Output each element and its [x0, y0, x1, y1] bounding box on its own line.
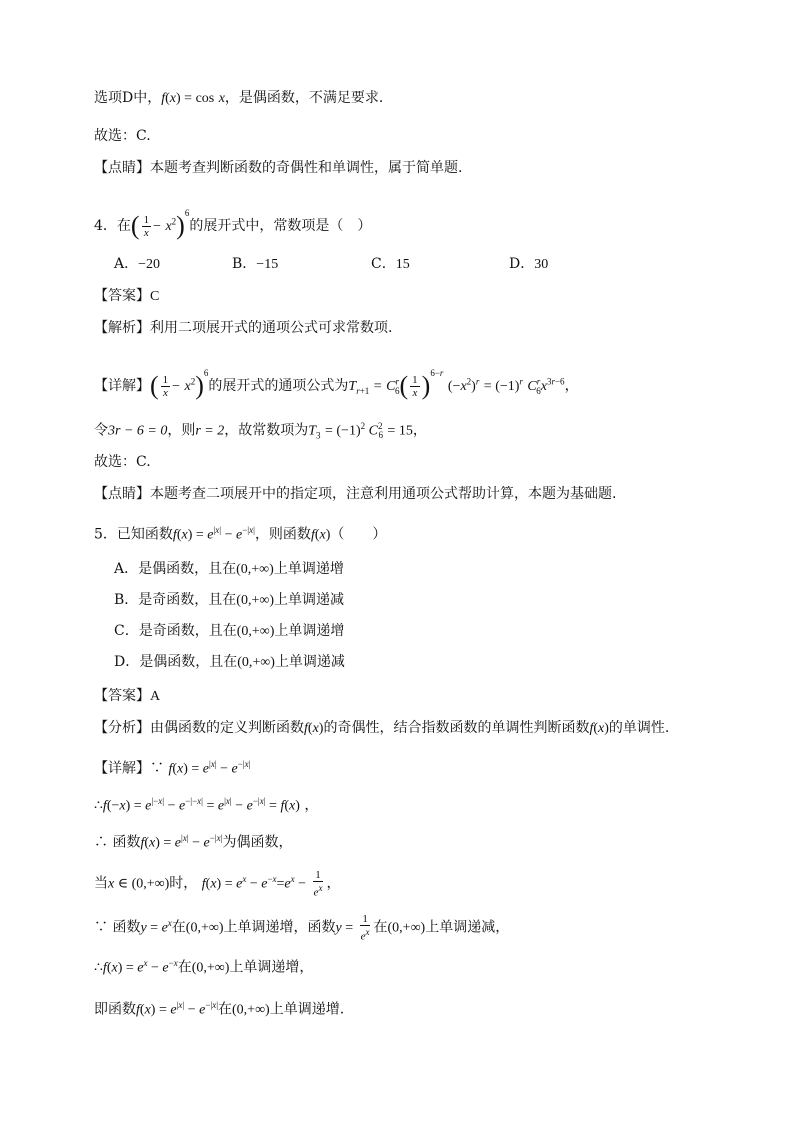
q3-formula: f — [161, 91, 166, 106]
q5-detail-3: ∴ 函数$f(x) = e^{|x|} - e^{-|x|}$为偶函数， — [94, 833, 293, 851]
answer-value: A — [150, 689, 161, 704]
detail-tag: 【详解】 — [94, 378, 150, 394]
comment-tag: 【点睛】 — [94, 486, 150, 502]
q5-detail-5: ∵ 函数$y = e^x$在(0,+∞)上单调递增，函数y = $\frac{1}{e^x}$ 在(0,+∞)上单调递减， — [94, 912, 510, 943]
q5-detail-2: ∴f(−x) = $e^{|-x|} - e^{-|-x|} = e^{|x|} - e^{-|x|} = f(x)$ ， — [94, 796, 319, 814]
comment-text: 本题考查二项展开中的指定项，注意利用通项公式帮助计算，本题为基础题. — [150, 486, 617, 502]
q4-comment — [94, 484, 616, 504]
q3-option-d-line: 选项D中，f(x) = cos x，是偶函数，不满足要求. — [94, 90, 384, 106]
q4-step: 令3r − 6 = 0，则r = 2，故常数项为$T_3 = (-1)^2$ $C^2_6 = 15$， — [94, 421, 427, 441]
analysis-tag: 【分析】 — [94, 720, 150, 736]
q4-option-c: C．15 — [371, 256, 410, 272]
q5-detail-1: 【详解】∵ $f(x) = e^{|x|} - e^{-|x|}$ — [94, 759, 251, 777]
q4-option-a: A．−20 — [114, 256, 161, 272]
fraction: $\frac{1}{x}$ — [143, 213, 150, 239]
answer-tag: 【答案】 — [94, 688, 150, 704]
q5-detail-4: 当x ∈ (0,+∞)时， $f(x) = e^x - e^{-x}=e^x$ − $\frac{1}{e^x}$ ， — [94, 868, 341, 899]
q3-text: 选项D中， — [94, 90, 162, 106]
answer-value: C — [150, 289, 160, 304]
q4-answer — [94, 286, 159, 307]
q4-detail: 【详解】( $\frac{1}{x}$ − $x^2)^6$的展开式的通项公式为$T_{r+1} = C^r_6$( $\frac{1}{x}$ )$^{6-r}$ $(-x^2)^r = (-1)^r$ $C^r_6x^{3r-6}$， — [94, 368, 579, 400]
q4-analysis — [94, 318, 392, 338]
answer-tag: 【答案】 — [94, 288, 150, 304]
q5-conclusion: 即函数$f(x) = e^{|x|} - e^{-|x|}$在(0,+∞)上单调递增. — [94, 1000, 345, 1018]
q5-stem: 5．已知函数$f(x) = e^{|x|} - e^{-|x|}$，则函数f(x)（ ） — [94, 525, 387, 543]
q4-option-b: B．−15 — [232, 256, 279, 272]
q3-choose: 故选：C. — [94, 128, 151, 144]
q5-answer — [94, 686, 160, 707]
q4-number: 4．在 — [94, 218, 131, 234]
comment-tag: 【点睛】 — [94, 160, 150, 176]
q4-option-d: D．30 — [509, 256, 549, 272]
q5-number: 5．已知函数 — [94, 526, 173, 543]
q5-analysis: 【分析】由偶函数的定义判断函数f(x)的奇偶性，结合指数函数的单调性判断函数f(x)的单调性. — [94, 720, 670, 736]
q3-text-suffix: ，是偶函数，不满足要求. — [224, 90, 384, 106]
analysis-tag: 【解析】 — [94, 320, 150, 336]
q5-detail-6: ∴f(x) = $e^x - e^{-x}$在(0,+∞)上单调递增， — [94, 958, 314, 976]
q4-stem-suffix: 的展开式中，常数项是（ ） — [189, 218, 372, 234]
q5-option-b: B．是奇函数，且在(0,+∞)上单调递减 — [114, 592, 344, 608]
q5-option-a: A．是偶函数，且在(0,+∞)上单调递增 — [114, 561, 344, 577]
q5-option-c: C．是奇函数，且在(0,+∞)上单调递增 — [114, 623, 345, 639]
q4-choose: 故选：C. — [94, 454, 151, 470]
q4-stem: 4．在( $\frac{1}{x}$ − $x^2)^6$的展开式中，常数项是（ ） — [94, 208, 372, 240]
detail-tag: 【详解】 — [94, 760, 150, 777]
q3-comment — [94, 158, 462, 178]
comment-text: 本题考查判断函数的奇偶性和单调性，属于简单题. — [150, 160, 463, 176]
q5-option-d: D．是偶函数，且在(0,+∞)上单调递减 — [114, 654, 345, 670]
analysis-text: 利用二项展开式的通项公式可求常数项. — [150, 320, 393, 336]
